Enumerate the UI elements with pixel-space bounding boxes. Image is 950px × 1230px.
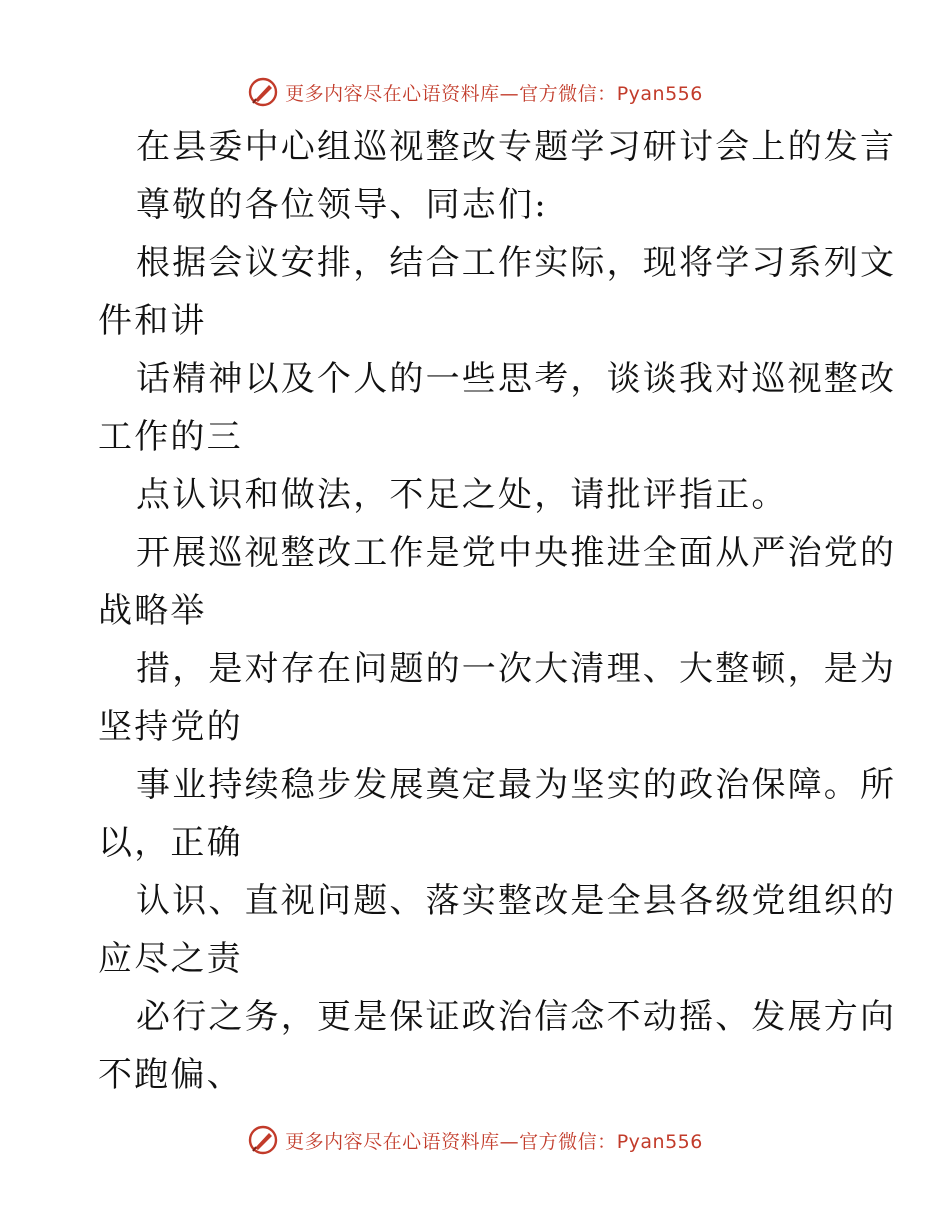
text-line: 工作的三 [98, 417, 243, 457]
document-title: 在县委中心组巡视整改专题学习研讨会上的发言 [136, 127, 897, 167]
banner-label: 官方微信： [519, 82, 617, 105]
quill-logo-icon [247, 76, 279, 108]
banner-handle: Pyan556 [616, 1130, 703, 1153]
text-line: 点认识和做法，不足之处，请批评指正。 [136, 475, 788, 515]
banner-main-text: 更多内容尽在心语资料库 [285, 1130, 500, 1153]
banner-label: 官方微信： [519, 1130, 617, 1153]
text-line: 认识、直视问题、落实整改是全县各级党组织的 [136, 881, 897, 921]
banner-handle: Pyan556 [616, 82, 703, 105]
banner-separator: — [499, 82, 520, 105]
salutation: 尊敬的各位领导、同志们: [136, 185, 548, 225]
text-line: 件和讲 [98, 301, 207, 341]
text-line: 根据会议安排，结合工作实际，现将学习系列文 [136, 243, 897, 283]
banner-text [285, 1127, 703, 1154]
text-line: 不跑偏、 [98, 1055, 243, 1095]
footer-watermark-banner [0, 1120, 950, 1160]
text-line: 事业持续稳步发展奠定最为坚实的政治保障。所 [136, 765, 897, 805]
text-line: 战略举 [98, 591, 207, 631]
text-line: 措，是对存在问题的一次大清理、大整顿，是为 [136, 649, 897, 689]
header-watermark-banner [0, 72, 950, 112]
text-line: 坚持党的 [98, 707, 243, 747]
banner-main-text: 更多内容尽在心语资料库 [285, 82, 500, 105]
text-line: 应尽之责 [98, 939, 243, 979]
banner-text [285, 79, 703, 106]
quill-logo-icon [247, 1124, 279, 1156]
text-line: 话精神以及个人的一些思考，谈谈我对巡视整改 [136, 359, 897, 399]
text-line: 必行之务，更是保证政治信念不动摇、发展方向 [136, 997, 897, 1037]
text-line: 开展巡视整改工作是党中央推进全面从严治党的 [136, 533, 897, 573]
banner-separator: — [499, 1130, 520, 1153]
text-line: 以，正确 [98, 823, 243, 863]
